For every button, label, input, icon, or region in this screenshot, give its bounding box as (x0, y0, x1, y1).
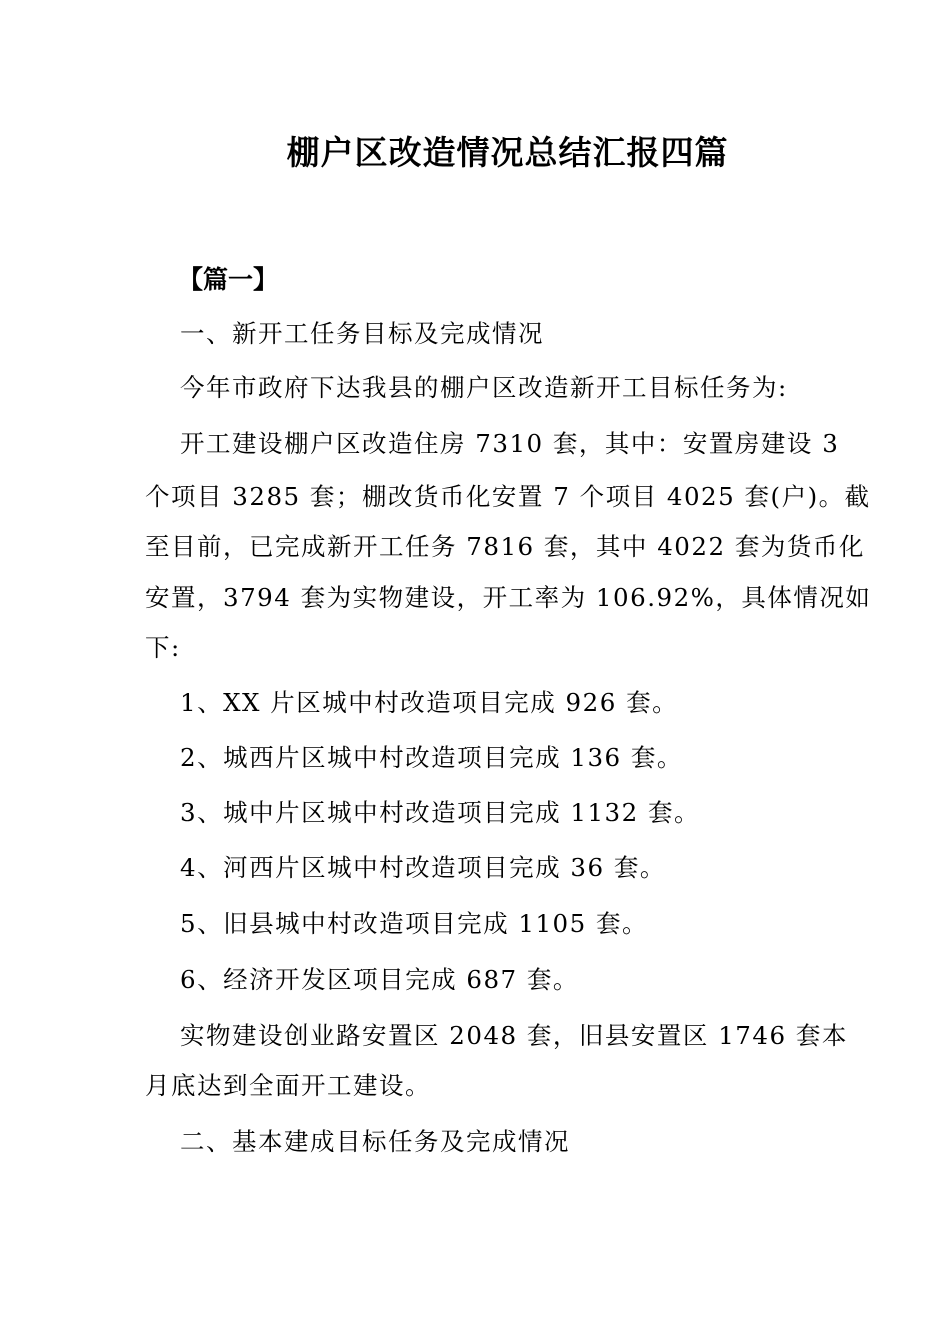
section-label: 【篇一】 (178, 265, 279, 294)
list-item: 2、城西片区城中村改造项目完成 136 套。 (180, 743, 683, 772)
list-item: 3、城中片区城中村改造项目完成 1132 套。 (180, 798, 701, 827)
document-title: 棚户区改造情况总结汇报四篇 (286, 133, 729, 172)
heading-new-construction: 一、新开工任务目标及完成情况 (180, 319, 544, 348)
paragraph-line: 下: (145, 633, 181, 662)
paragraph-line: 个项目 3285 套；棚改货币化安置 7 个项目 4025 套(户)。截 (145, 482, 871, 511)
list-item: 6、经济开发区项目完成 687 套。 (180, 965, 579, 994)
paragraph-line: 今年市政府下达我县的棚户区改造新开工目标任务为: (180, 373, 788, 402)
paragraph-line: 月底达到全面开工建设。 (145, 1071, 431, 1100)
paragraph-line: 开工建设棚户区改造住房 7310 套，其中：安置房建设 3 (180, 429, 840, 458)
list-item: 1、XX 片区城中村改造项目完成 926 套。 (180, 688, 679, 717)
list-item: 4、河西片区城中村改造项目完成 36 套。 (180, 853, 666, 882)
paragraph-line: 实物建设创业路安置区 2048 套，旧县安置区 1746 套本 (180, 1021, 848, 1050)
heading-basic-completion: 二、基本建成目标任务及完成情况 (180, 1127, 570, 1156)
paragraph-line: 安置，3794 套为实物建设，开工率为 106.92%，具体情况如 (145, 583, 872, 612)
list-item: 5、旧县城中村改造项目完成 1105 套。 (180, 909, 649, 938)
paragraph-line: 至目前，已完成新开工任务 7816 套，其中 4022 套为货币化 (145, 532, 865, 561)
